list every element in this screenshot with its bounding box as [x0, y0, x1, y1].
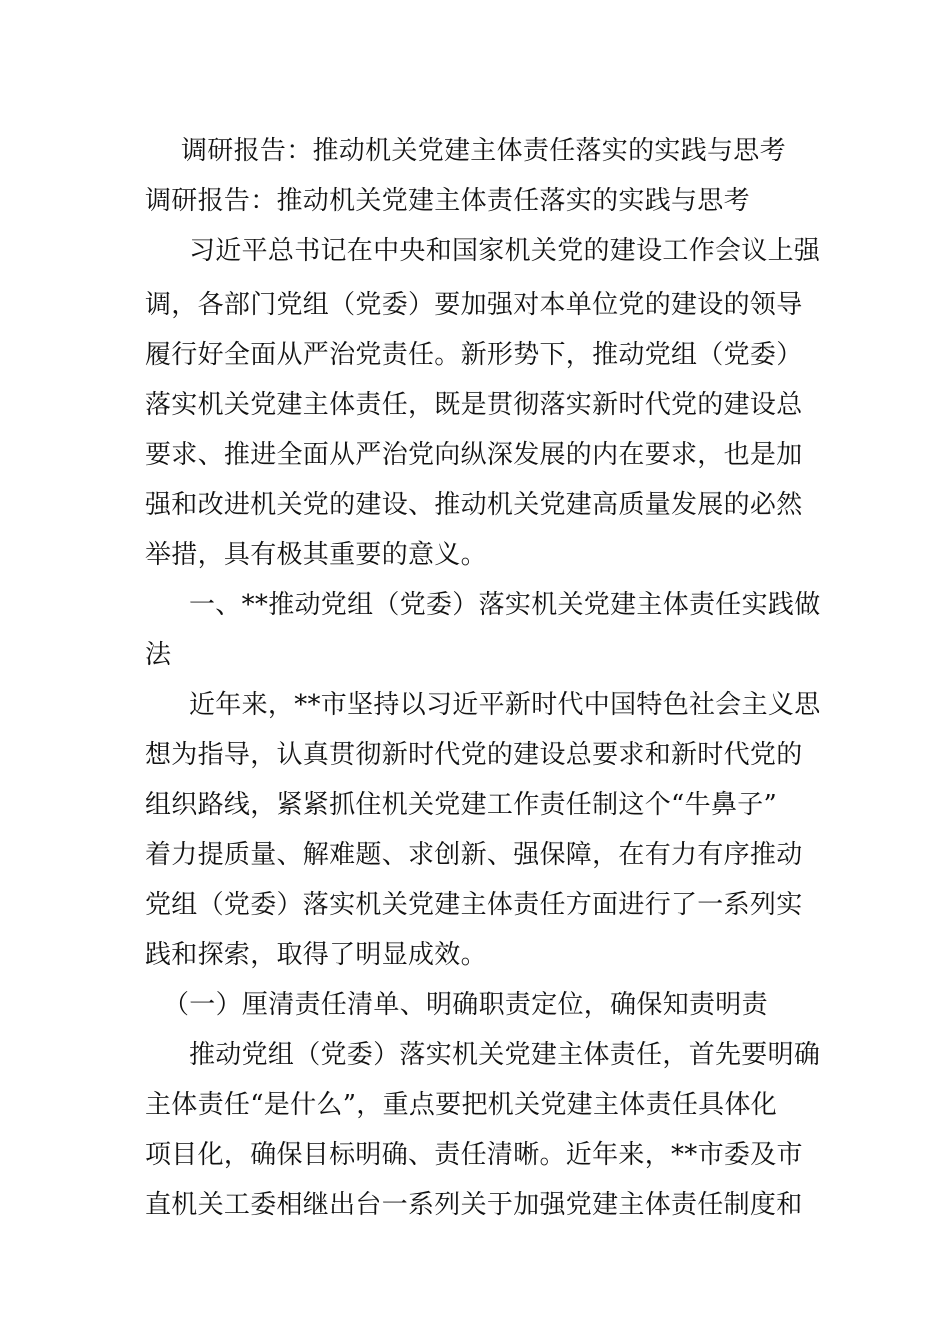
subsection-heading: （一）厘清责任清单、明确职责定位，确保知责明责	[163, 990, 768, 1020]
paragraph-1-line-7: 举措，具有极其重要的意义。	[145, 540, 487, 570]
paragraph-1-line-1: 习近平总书记在中央和国家机关党的建设工作会议上强	[189, 236, 821, 266]
paragraph-1-line-4: 落实机关党建主体责任，既是贯彻落实新时代党的建设总	[145, 390, 803, 420]
paragraph-2-line-5: 党组（党委）落实机关党建主体责任方面进行了一系列实	[145, 890, 803, 920]
document-title: 调研报告：推动机关党建主体责任落实的实践与思考	[181, 136, 786, 166]
paragraph-1-line-6: 强和改进机关党的建设、推动机关党建高质量发展的必然	[145, 490, 803, 520]
document-title-repeat: 调研报告：推动机关党建主体责任落实的实践与思考	[145, 186, 750, 216]
paragraph-2-line-4: 着力提质量、解难题、求创新、强保障，在有力有序推动	[145, 840, 803, 870]
paragraph-2-line-6: 践和探索，取得了明显成效。	[145, 940, 487, 970]
paragraph-3-line-4: 直机关工委相继出台一系列关于加强党建主体责任制度和	[145, 1190, 803, 1220]
paragraph-1-line-3: 履行好全面从严治党责任。新形势下，推动党组（党委）	[145, 340, 803, 370]
paragraph-1-line-2: 调，各部门党组（党委）要加强对本单位党的建设的领导	[145, 290, 803, 320]
paragraph-1-line-5: 要求、推进全面从严治党向纵深发展的内在要求，也是加	[145, 440, 803, 470]
paragraph-3-line-3: 项目化，确保目标明确、责任清晰。近年来，**市委及市	[145, 1140, 803, 1170]
paragraph-3-line-2: 主体责任“是什么”，重点要把机关党建主体责任具体化	[145, 1090, 778, 1120]
paragraph-3-line-1: 推动党组（党委）落实机关党建主体责任，首先要明确	[189, 1040, 821, 1070]
paragraph-2-line-2: 想为指导，认真贯彻新时代党的建设总要求和新时代党的	[145, 740, 803, 770]
section-heading-line-2: 法	[145, 640, 172, 670]
paragraph-2-line-3: 组织路线，紧紧抓住机关党建工作责任制这个“牛鼻子”	[145, 790, 778, 820]
paragraph-2-line-1: 近年来，**市坚持以习近平新时代中国特色社会主义思	[189, 690, 821, 720]
section-heading-line-1: 一、**推动党组（党委）落实机关党建主体责任实践做	[189, 590, 821, 620]
